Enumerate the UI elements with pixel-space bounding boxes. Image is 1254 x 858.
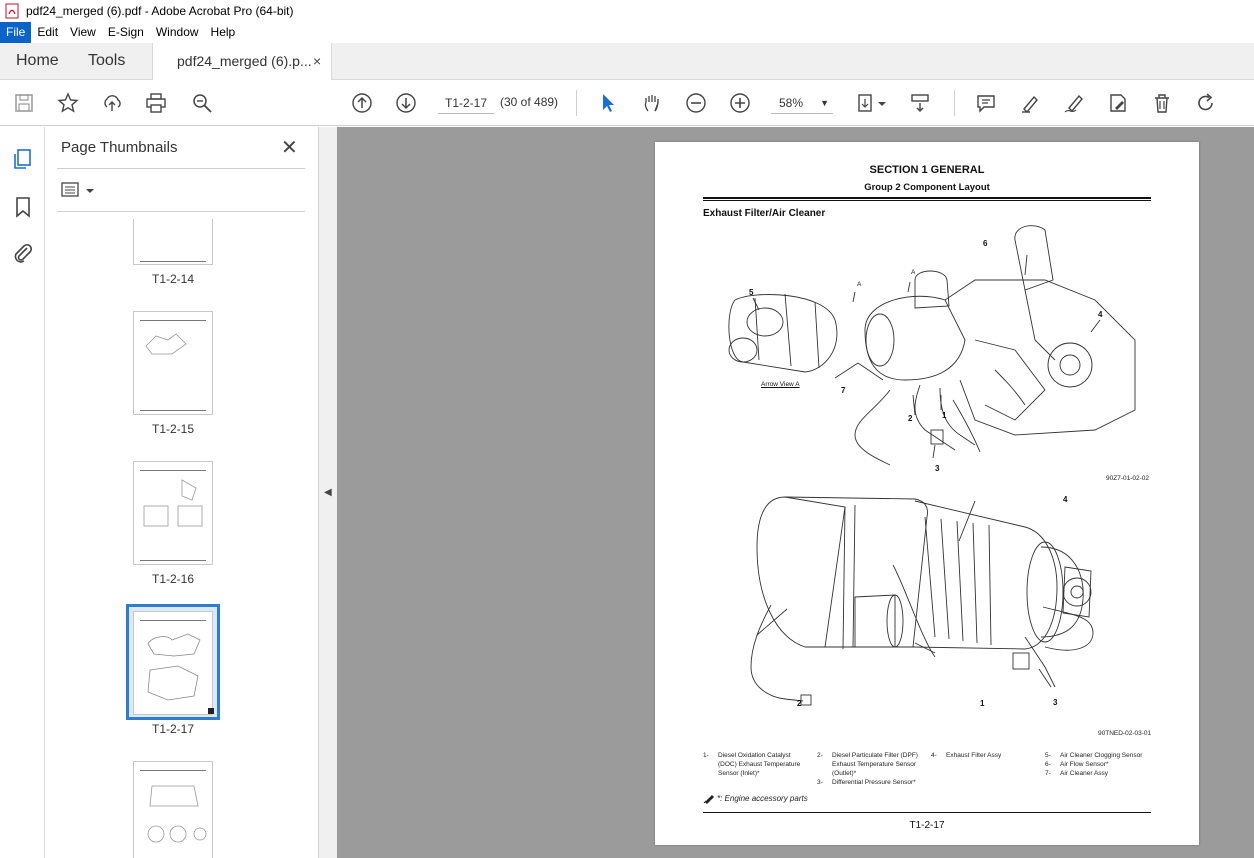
toolbar-divider — [954, 90, 955, 116]
thumbnail-drawing — [138, 476, 210, 540]
save-icon[interactable] — [12, 91, 36, 115]
thumbnail-label: T1-2-15 — [151, 422, 195, 436]
next-page-icon[interactable] — [394, 91, 418, 115]
zoom-out-icon[interactable] — [684, 91, 708, 115]
menu-bar — [0, 22, 1254, 43]
print-icon[interactable] — [144, 91, 168, 115]
callout-number: 4 — [1098, 310, 1103, 319]
page-thumbnail[interactable] — [133, 311, 213, 415]
previous-page-icon[interactable] — [350, 91, 374, 115]
document-viewer[interactable] — [337, 127, 1254, 858]
menu-window[interactable]: Window — [155, 25, 199, 39]
callout-number: 4 — [1063, 495, 1068, 504]
exhaust-filter-illustration — [745, 487, 1165, 727]
left-nav-rail — [0, 127, 45, 858]
bookmarks-icon[interactable] — [11, 195, 35, 219]
page-thumbnail-selected[interactable] — [133, 611, 213, 715]
page-thumbnail[interactable] — [133, 761, 213, 858]
collapse-panel-icon[interactable]: ◀ — [324, 487, 332, 498]
comment-icon[interactable] — [974, 91, 998, 115]
zoom-level-value: 58% — [779, 96, 804, 110]
heading-rule — [703, 200, 1151, 201]
callout-number: 2 — [797, 699, 802, 708]
engine-air-cleaner-illustration — [715, 220, 1165, 490]
tab-document-label: pdf24_merged (6).p... — [177, 53, 312, 69]
tab-document[interactable] — [152, 43, 332, 81]
callout-number: 1 — [980, 699, 985, 708]
scroll-mode-icon[interactable] — [908, 91, 932, 115]
group-heading: Group 2 Component Layout — [864, 182, 990, 193]
menu-help[interactable]: Help — [210, 25, 236, 39]
callout-number: 1 — [942, 411, 947, 420]
highlight-pen-icon[interactable] — [1018, 91, 1042, 115]
panel-splitter[interactable] — [319, 127, 337, 858]
heading-rule — [703, 197, 1151, 199]
page-number-input[interactable]: T1-2-17 — [438, 92, 494, 114]
engine-accessory-note: *: Engine accessory parts — [717, 794, 808, 803]
title-bar — [0, 0, 1254, 22]
tab-bar — [0, 43, 1254, 80]
panel-divider — [57, 168, 305, 169]
select-cursor-icon[interactable] — [596, 91, 620, 115]
window-title: pdf24_merged (6).pdf - Adobe Acrobat Pro (64-bit) — [26, 4, 294, 18]
toolbar-divider — [576, 90, 577, 116]
chevron-down-icon: ▼ — [820, 98, 829, 108]
edit-pdf-icon[interactable] — [1106, 91, 1130, 115]
bookmark-star-icon[interactable] — [56, 91, 80, 115]
pencil-note-icon — [703, 792, 717, 804]
hand-tool-icon[interactable] — [640, 91, 664, 115]
thumbnail-label: T1-2-17 — [151, 722, 195, 736]
footer-rule — [703, 812, 1151, 813]
page-fit-dropdown-icon[interactable] — [876, 91, 888, 115]
figure-code: 90Z7-01-02-02 — [1106, 475, 1149, 482]
callout-number: 3 — [1053, 698, 1058, 707]
tab-close-icon[interactable]: × — [313, 53, 322, 69]
panel-divider — [57, 211, 305, 212]
thumbnail-drawing — [142, 326, 192, 360]
panel-title: Page Thumbnails — [61, 139, 178, 156]
callout-number: 5 — [749, 288, 754, 297]
page-thumbnails-panel — [45, 127, 319, 858]
zoom-level-dropdown[interactable] — [771, 92, 833, 114]
view-marker-a: A — [911, 269, 916, 276]
figure-code: 90TNED-02-03-01 — [1098, 730, 1152, 737]
view-marker-a: A — [857, 281, 862, 288]
main-toolbar — [0, 80, 1254, 126]
tab-home[interactable]: Home — [16, 52, 59, 69]
page-thumbnails-icon[interactable] — [11, 147, 35, 171]
menu-edit[interactable]: Edit — [37, 25, 59, 39]
menu-view[interactable]: View — [70, 25, 96, 39]
arrow-view-label: Arrow View A — [761, 381, 800, 388]
attachments-paperclip-icon[interactable] — [11, 241, 35, 265]
thumbnail-drawing — [138, 626, 210, 706]
share-upload-icon[interactable] — [100, 91, 124, 115]
delete-trash-icon[interactable] — [1150, 91, 1174, 115]
page-count: (30 of 489) — [500, 95, 559, 109]
callout-number: 3 — [935, 464, 940, 473]
callout-number: 6 — [983, 239, 988, 248]
pdf-page: SECTION 1 GENERAL Group 2 Component Layout Exhaust Filter/Air Cleaner 6 5 4 7 2 1 3 A A Arrow View A 90Z7-01-02-02 4 2 1 3 90TNED-02-03-01 1- Diesel Oxidation Catalyst (DOC) Exhaust Temperature Sensor (Inlet)* 2- Diesel Particulate Filter (DPF) Exhaust Temperature Sensor (Outlet)* 3- Differential Pressure Sensor* 4- Exhaust Filter Assy 5- Air Cleaner Clogging Sensor 6- Air Flow Sensor* 7- Air Cleaner Assy *: Engine accessory parts T1-2-17 — [655, 142, 1199, 845]
thumbnail-options-menu[interactable] — [61, 181, 97, 199]
zoom-in-icon[interactable] — [728, 91, 752, 115]
thumbnail-label: T1-2-14 — [151, 272, 195, 286]
page-thumbnail[interactable] — [133, 461, 213, 565]
thumbnail-drawing — [138, 776, 210, 856]
close-icon[interactable]: ✕ — [281, 137, 298, 159]
sign-pen-icon[interactable] — [1062, 91, 1086, 115]
list-options-icon — [61, 181, 97, 199]
menu-esign[interactable]: E-Sign — [107, 25, 144, 39]
subsection-heading: Exhaust Filter/Air Cleaner — [703, 208, 826, 219]
thumbnail-label: T1-2-16 — [151, 572, 195, 586]
rotate-icon[interactable] — [1194, 91, 1218, 115]
page-thumbnail[interactable] — [133, 219, 213, 265]
page-fit-icon[interactable] — [854, 91, 878, 115]
zoom-search-icon[interactable] — [190, 91, 214, 115]
callout-number: 7 — [841, 386, 846, 395]
menu-file[interactable]: File — [0, 22, 31, 43]
tab-tools[interactable]: Tools — [88, 52, 126, 69]
acrobat-pdf-icon — [4, 3, 20, 19]
callout-number: 2 — [908, 414, 913, 423]
section-heading: SECTION 1 GENERAL — [869, 164, 985, 176]
page-footer-number: T1-2-17 — [909, 820, 945, 831]
